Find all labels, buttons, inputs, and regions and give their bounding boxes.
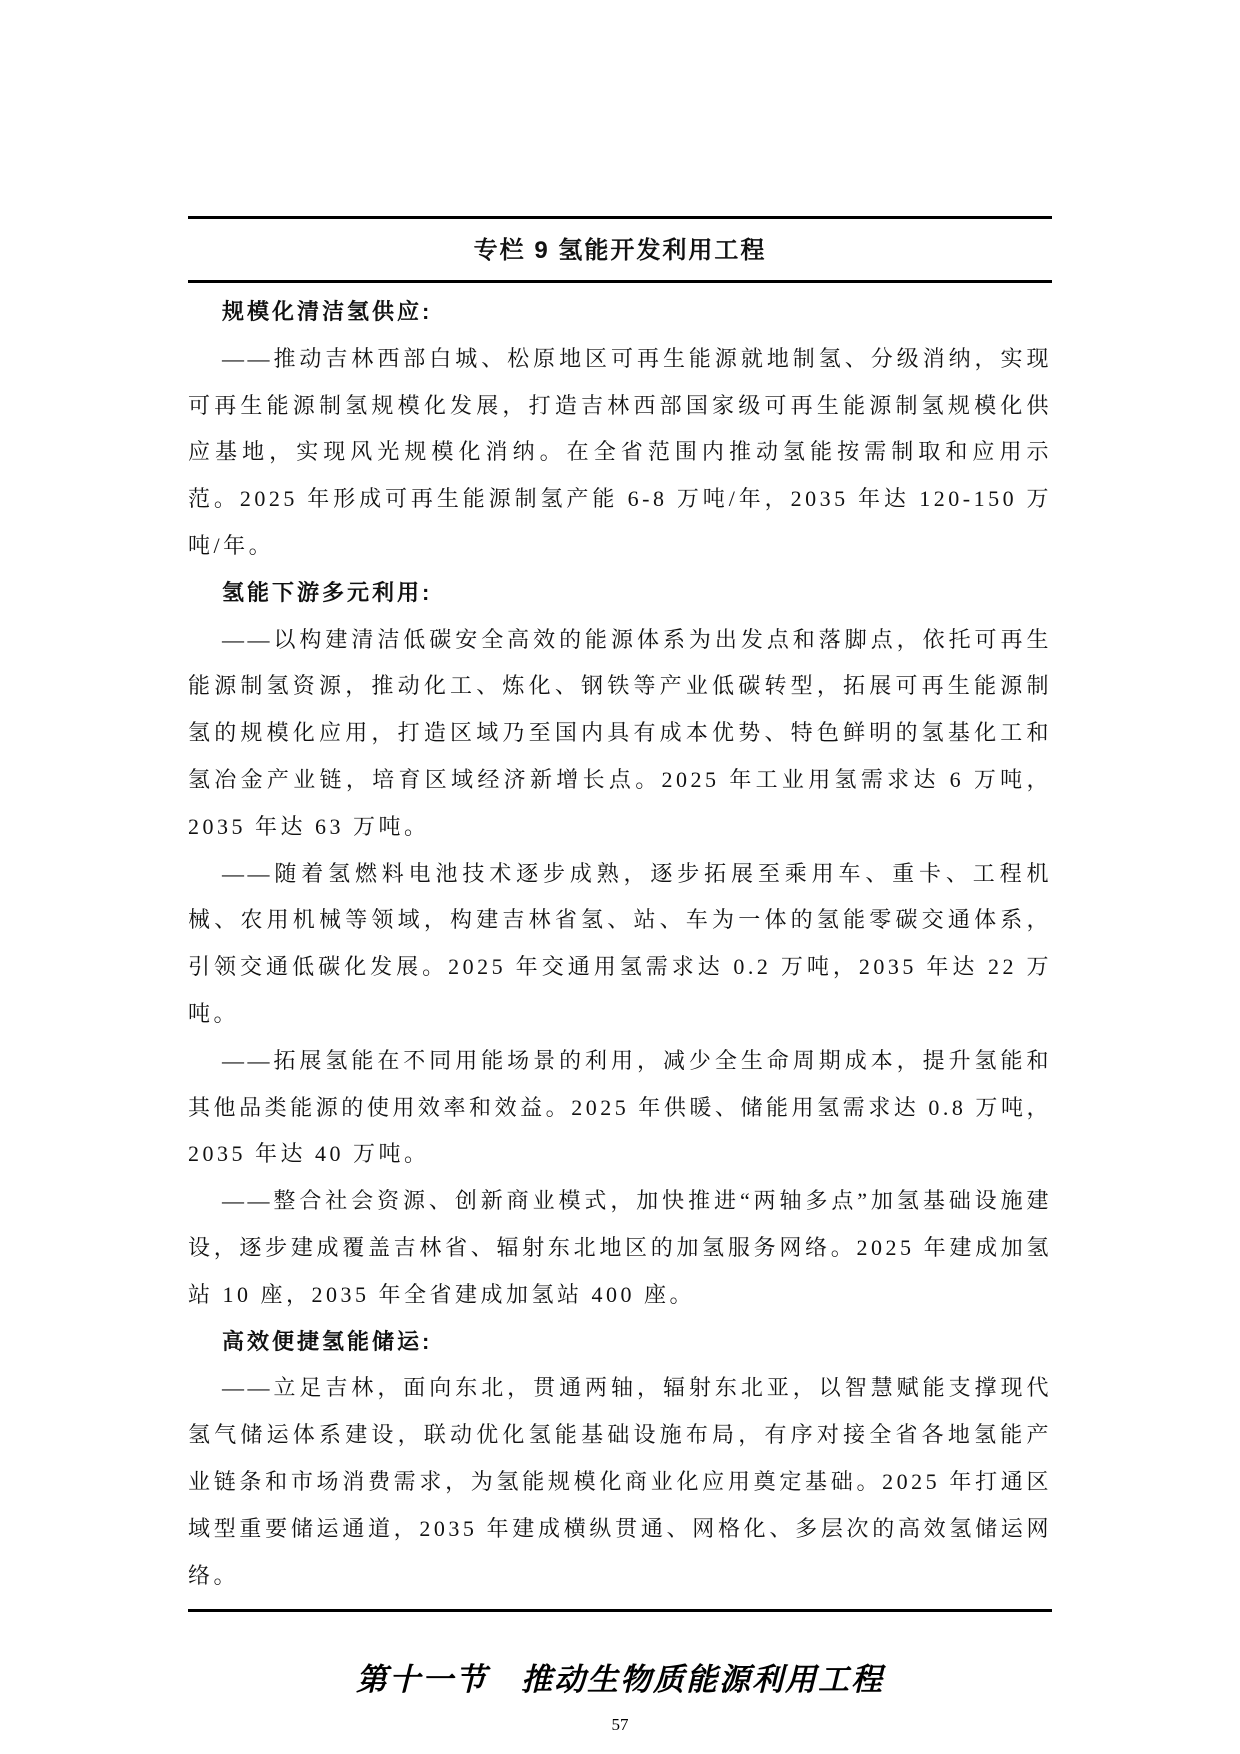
page-number: 57 xyxy=(611,1715,629,1735)
paragraph-clean-hydrogen-supply-1: ——推动吉林西部白城、松原地区可再生能源就地制氢、分级消纳，实现可再生能源制氢规模化发展，打造吉林西部国家级可再生能源制氢规模化供应基地，实现风光规模化消纳。在全省范围内推动氢能按需制取和应用示范。2025 年形成可再生能源制氢产能 6-8 万吨/年，2035 年达 120-150 万吨/年。 xyxy=(188,345,1052,558)
section-heading-downstream-utilization: 氢能下游多元利用: xyxy=(222,579,433,605)
chapter-heading-biomass-energy: 第十一节 推动生物质能源利用工程 xyxy=(356,1662,884,1698)
paragraph-downstream-2: ——随着氢燃料电池技术逐步成熟，逐步拓展至乘用车、重卡、工程机械、农用机械等领域，构建吉林省氢、站、车为一体的氢能零碳交通体系，引领交通低碳化发展。2025 年交通用氢需求达 0.2 万吨，2035 年达 22 万吨。 xyxy=(188,860,1052,1026)
paragraph-downstream-4: ——整合社会资源、创新商业模式，加快推进“两轴多点”加氢基础设施建设，逐步建成覆盖吉林省、辐射东北地区的加氢服务网络。2025 年建成加氢站 10 座，2035 年全省建成加氢站 400 座。 xyxy=(188,1188,1052,1307)
page-content xyxy=(188,0,1052,1735)
section-heading-clean-hydrogen-supply: 规模化清洁氢供应: xyxy=(222,299,433,324)
paragraph-downstream-1: ——以构建清洁低碳安全高效的能源体系为出发点和落脚点，依托可再生能源制氢资源，推动化工、炼化、钢铁等产业低碳转型，拓展可再生能源制氢的规模化应用，打造区域乃至国内具有成本优势、特色鲜明的氢基化工和氢冶金产业链，培育区域经济新增长点。2025 年工业用氢需求达 6 万吨，2035 年达 63 万吨。 xyxy=(188,626,1052,839)
paragraph-downstream-3: ——拓展氢能在不同用能场景的利用，减少全生命周期成本，提升氢能和其他品类能源的使用效率和效益。2025 年供暖、储能用氢需求达 0.8 万吨，2035 年达 40 万吨。 xyxy=(188,1047,1052,1167)
section-heading-hydrogen-storage-transport: 高效便捷氢能储运: xyxy=(222,1328,433,1354)
panel-title: 专栏 9 氢能开发利用工程 xyxy=(188,219,1052,283)
panel-hydrogen-development xyxy=(188,216,1052,1612)
paragraph-storage-transport-1: ——立足吉林，面向东北，贯通两轴，辐射东北亚，以智慧赋能支撑现代氢气储运体系建设，联动优化氢能基础设施布局，有序对接全省各地氢能产业链条和市场消费需求，为氢能规模化商业化应用奠定基础。2025 年打通区域型重要储运通道，2035 年建成横纵贯通、网格化、多层次的高效氢储运网络。 xyxy=(188,1375,1052,1588)
panel-body xyxy=(188,283,1052,1609)
